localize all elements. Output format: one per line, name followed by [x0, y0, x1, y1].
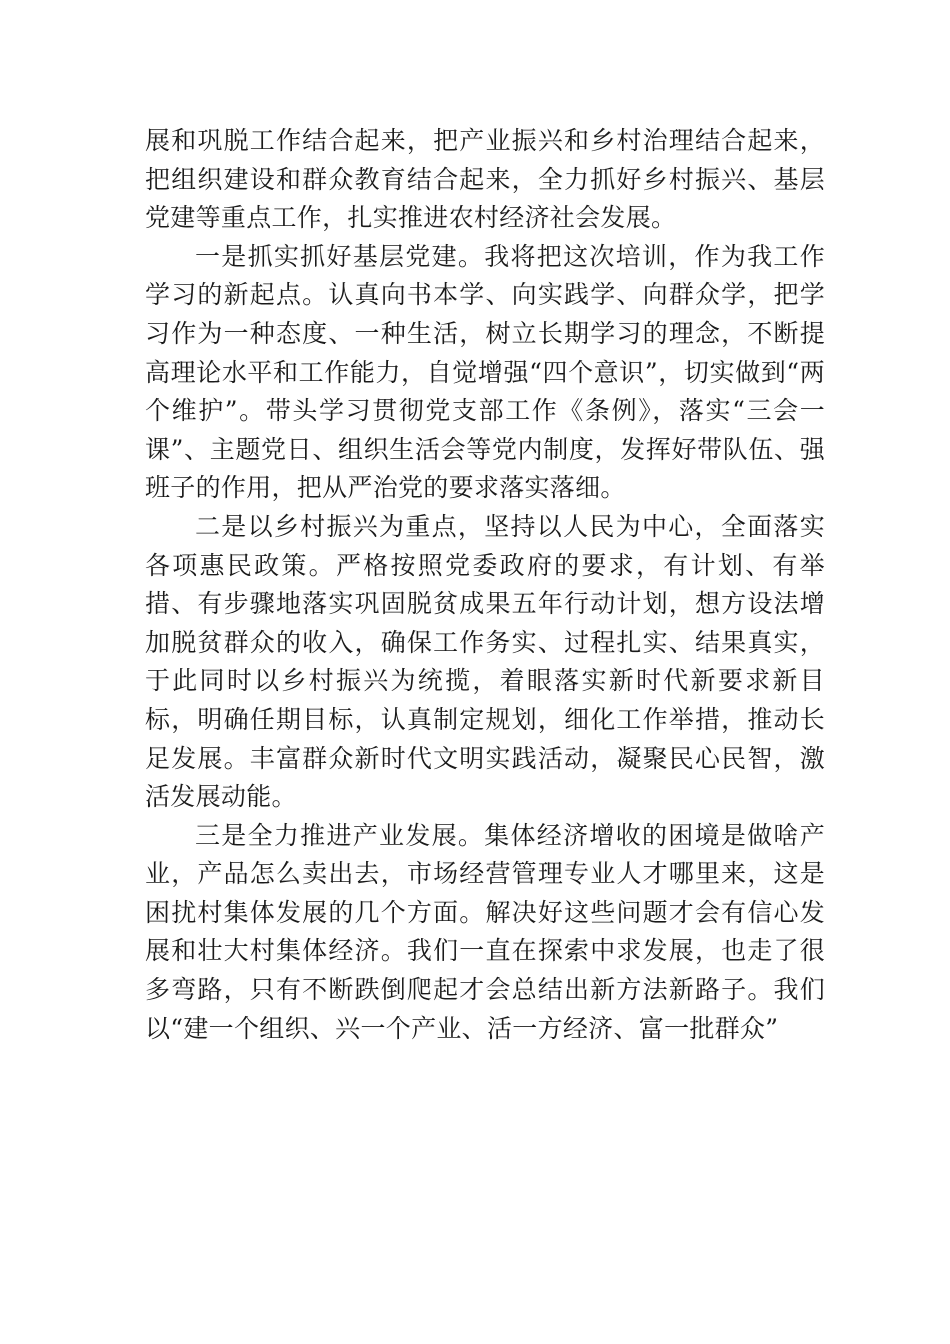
body-text [145, 122, 825, 1048]
paragraph-party-building: 一是抓实抓好基层党建。我将把这次培训，作为我工作学习的新起点。认真向书本学、向实践学、向群众学，把学习作为一种态度、一种生活，树立长期学习的理念，不断提高理论水平和工作能力，自觉增强“四个意识”，切实做到“两个维护”。带头学习贯彻党支部工作《条例》，落实“三会一课”、主题党日、组织生活会等党内制度，发挥好带队伍、强班子的作用，把从严治党的要求落实落细。 [145, 241, 825, 503]
paragraph-industry-development: 三是全力推进产业发展。集体经济增收的困境是做啥产业，产品怎么卖出去，市场经营管理专业人才哪里来，这是困扰村集体发展的几个方面。解决好这些问题才会有信心发展和壮大村集体经济。我们一直在探索中求发展，也走了很多弯路，只有不断跌倒爬起才会总结出新方法新路子。我们以“建一个组织、兴一个产业、活一方经济、富一批群众” [145, 820, 825, 1043]
paragraph-continuation: 展和巩脱工作结合起来，把产业振兴和乡村治理结合起来， 把组织建设和群众教育结合起来，全力抓好乡村振兴、基层党建等重点工作，扎实推进农村经济社会发展。 [145, 126, 825, 233]
paragraph-rural-revitalization: 二是以乡村振兴为重点，坚持以人民为中心，全面落实各项惠民政策。严格按照党委政府的要求，有计划、有举措、有步骤地落实巩固脱贫成果五年行动计划，想方设法增加脱贫群众的收入，确保工作务实、过程扎实、结果真实，于此同时以乡村振兴为统揽，着眼落实新时代新要求新目标，明确任期目标，认真制定规划，细化工作举措，推动长足发展。丰富群众新时代文明实践活动，凝聚民心民智，激活发展动能。 [145, 511, 825, 812]
